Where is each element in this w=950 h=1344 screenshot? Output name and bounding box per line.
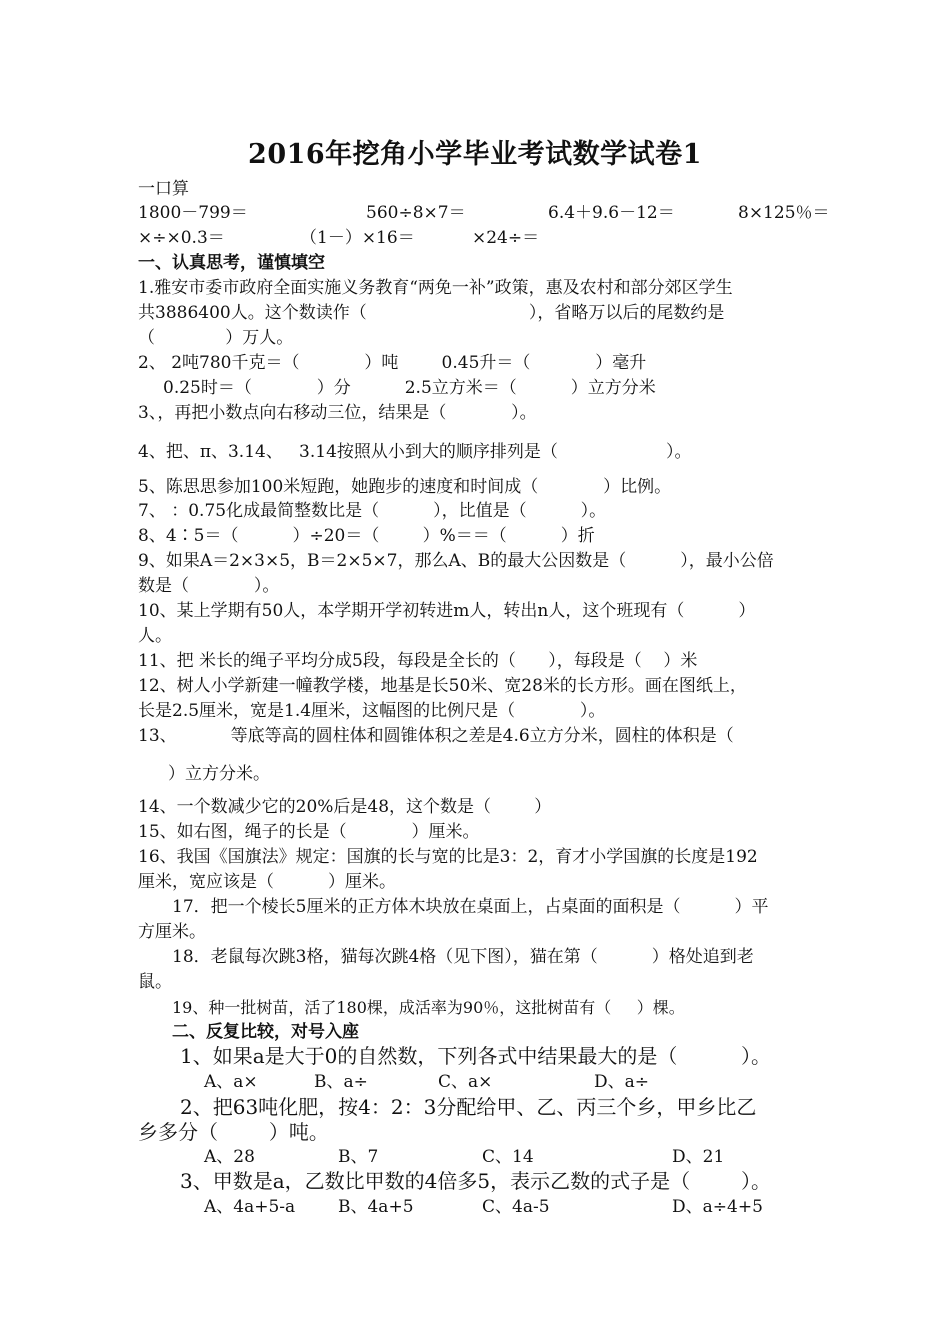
choice-option: B、a÷ xyxy=(314,1072,368,1092)
section-heading: 二、反复比较，对号入座 xyxy=(172,1022,359,1042)
question-line: ）立方分米。 xyxy=(168,764,270,784)
question-line: 15、如右图，绳子的长是（ ）厘米。 xyxy=(138,822,480,842)
choice-option: C、14 xyxy=(482,1147,534,1167)
question-line: 17．把一个棱长5厘米的正方体木块放在桌面上，占桌面的面积是（ ）平 xyxy=(172,897,769,917)
question-line: 2、把63吨化肥，按4：2：3分配给甲、乙、丙三个乡，甲乡比乙 xyxy=(180,1095,757,1119)
choice-option: A、28 xyxy=(204,1147,255,1167)
question-line: 11、把 米长的绳子平均分成5段，每段是全长的（ ），每段是（ ）米 xyxy=(138,651,698,671)
oral-item: 8×125％＝ xyxy=(738,203,830,223)
question-line: 鼠。 xyxy=(138,972,172,992)
choice-option: C、a× xyxy=(438,1072,493,1092)
oral-item: （1－）×16＝ xyxy=(300,228,415,248)
oral-item: ×24÷＝ xyxy=(472,228,540,248)
question-line: 数是（ ）。 xyxy=(138,576,280,596)
choice-option: D、21 xyxy=(672,1147,725,1167)
question-line: 16、我国《国旗法》规定：国旗的长与宽的比是3：2，育才小学国旗的长度是192 xyxy=(138,847,758,867)
question-line: 人。 xyxy=(138,626,172,646)
question-line: 10、某上学期有50人，本学期开学初转进m人，转出n人，这个班现有（ ） xyxy=(138,601,756,621)
question-line: 14、一个数减少它的20%后是48，这个数是（ ） xyxy=(138,797,552,817)
question-line: 7、 ：0.75化成最简整数比是（ ），比值是（ ）。 xyxy=(138,501,607,521)
question-line: 9、如果A＝2×3×5，B＝2×5×7，那么A、B的最大公因数是（ ），最小公倍 xyxy=(138,551,774,571)
question-line: 12、树人小学新建一幢教学楼，地基是长50米、宽28米的长方形。画在图纸上， xyxy=(138,676,747,696)
question-line: 18．老鼠每次跳3格，猫每次跳4格（见下图），猫在第（ ）格处追到老 xyxy=(172,947,754,967)
question-line: （ ）万人。 xyxy=(138,328,294,348)
choice-option: D、a÷ xyxy=(594,1072,650,1092)
question-line: 1.雅安市委市政府全面实施义务教育“两免一补”政策，惠及农村和部分郊区学生 xyxy=(138,278,733,298)
question-line: 2、 2吨780千克＝（ ）吨 0.45升＝（ ）毫升 xyxy=(138,353,647,373)
choice-option: A、4a+5-a xyxy=(204,1197,296,1217)
question-line: 共3886400人。这个数读作（ ），省略万以后的尾数约是 xyxy=(138,303,725,323)
question-line: 8、4∶5＝（ ）÷20＝（ ）%＝＝（ ）折 xyxy=(138,526,595,546)
choice-option: B、7 xyxy=(338,1147,379,1167)
choice-option: C、4a-5 xyxy=(482,1197,550,1217)
exam-title: 2016年挖角小学毕业考试数学试卷1 xyxy=(248,139,702,170)
oral-heading: 一口算 xyxy=(138,179,189,199)
question-line: 3、甲数是a，乙数比甲数的4倍多5，表示乙数的式子是（ ）。 xyxy=(180,1169,771,1193)
choice-option: B、4a+5 xyxy=(338,1197,414,1217)
choice-option: A、a× xyxy=(204,1072,258,1092)
section-heading: 一、认真思考，谨慎填空 xyxy=(138,253,325,273)
question-line: 13、 等底等高的圆柱体和圆锥体积之差是4.6立方分米，圆柱的体积是（ xyxy=(138,726,734,746)
question-line: 5、陈思思参加100米短跑，她跑步的速度和时间成（ ）比例。 xyxy=(138,477,672,497)
question-line: 方厘米。 xyxy=(138,922,206,942)
oral-item: 6.4＋9.6－12＝ xyxy=(548,203,675,223)
question-line: 厘米，宽应该是（ ）厘米。 xyxy=(138,872,397,892)
question-line: 4、把、π、3.14、 3.14按照从小到大的顺序排列是（ ）。 xyxy=(138,442,692,462)
oral-item: ×÷×0.3＝ xyxy=(138,228,225,248)
question-line: 1、如果a是大于0的自然数，下列各式中结果最大的是（ ）。 xyxy=(180,1044,771,1068)
question-line: 0.25时＝（ ）分 2.5立方米＝（ ）立方分米 xyxy=(163,378,656,398)
question-line: 长是2.5厘米，宽是1.4厘米，这幅图的比例尺是（ ）。 xyxy=(138,701,606,721)
oral-item: 560÷8×7＝ xyxy=(366,203,466,223)
oral-item: 1800－799＝ xyxy=(138,203,248,223)
question-line: 3、，再把小数点向右移动三位，结果是（ ）。 xyxy=(138,403,537,423)
question-line: 乡多分（ ）吨。 xyxy=(138,1120,329,1144)
choice-option: D、a÷4+5 xyxy=(672,1197,763,1217)
question-line: 19、种一批树苗，活了180棵，成活率为90％，这批树苗有（ ）棵。 xyxy=(172,998,685,1017)
